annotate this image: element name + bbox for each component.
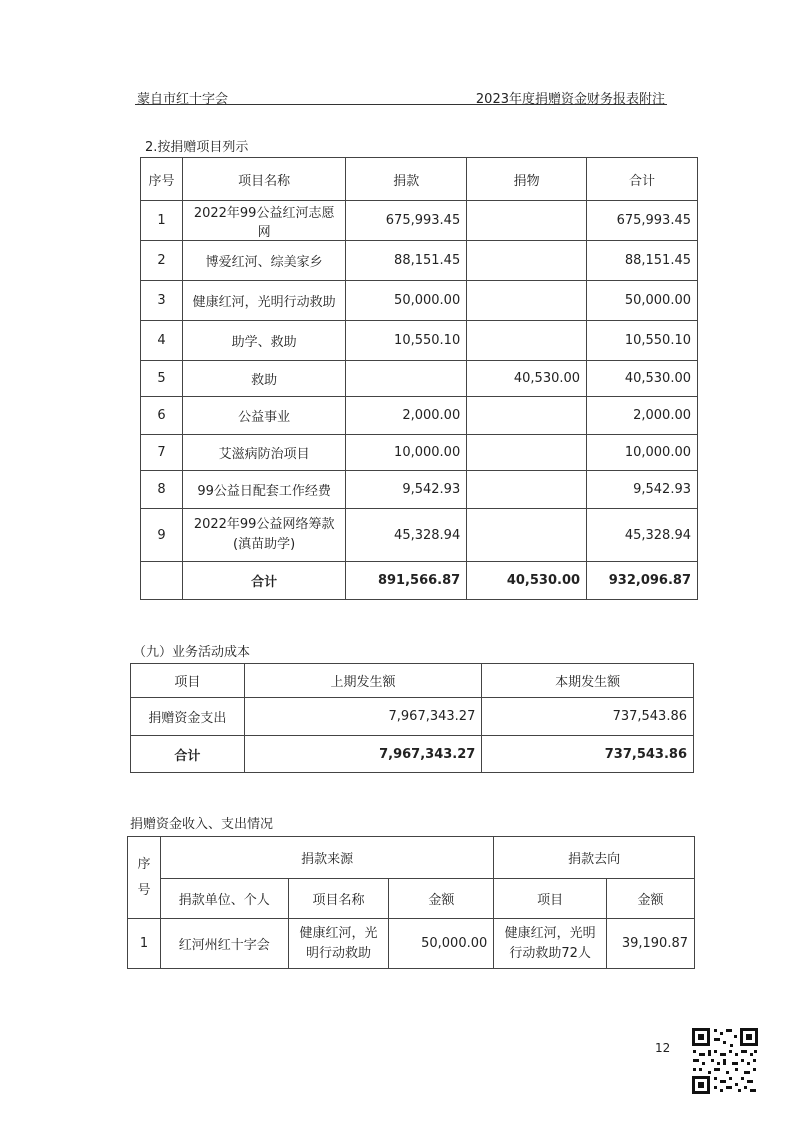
row-goods xyxy=(467,435,587,471)
total-cash: 891,566.87 xyxy=(346,562,467,600)
row-cash: 10,550.10 xyxy=(346,321,467,361)
donation-income-expense-table xyxy=(127,836,695,969)
col-header-name: 项目名称 xyxy=(182,158,345,201)
row-no: 5 xyxy=(141,361,183,397)
row-project: 健康红河，光明行动救助 xyxy=(288,919,389,969)
section3-title: 捐赠资金收入、支出情况 xyxy=(130,817,274,832)
row-item: 捐赠资金支出 xyxy=(131,698,245,736)
table-row xyxy=(141,471,698,509)
total-prev: 7,967,343.27 xyxy=(244,736,482,773)
header-org: 蒙自市红十字会 xyxy=(137,92,229,107)
col-header-source: 捐款来源 xyxy=(160,837,493,879)
qr-code-icon xyxy=(690,1026,760,1096)
row-cash: 2,000.00 xyxy=(346,397,467,435)
row-project-name: 2022年99公益网络筹款(滇苗助学) xyxy=(182,509,345,562)
business-cost-table xyxy=(130,663,694,773)
table-row xyxy=(141,241,698,281)
row-no: 3 xyxy=(141,281,183,321)
table-row xyxy=(128,919,695,969)
row-dest-amount: 39,190.87 xyxy=(606,919,694,969)
col-header-item: 项目 xyxy=(131,664,245,698)
row-no: 1 xyxy=(141,201,183,241)
table-header-row xyxy=(141,158,698,201)
col-header-project: 项目名称 xyxy=(288,879,389,919)
row-cash: 10,000.00 xyxy=(346,435,467,471)
row-goods xyxy=(467,321,587,361)
row-goods xyxy=(467,509,587,562)
row-donor: 红河州红十字会 xyxy=(160,919,288,969)
row-goods xyxy=(467,397,587,435)
row-project-name: 2022年99公益红河志愿网 xyxy=(182,201,345,241)
table-total-row xyxy=(131,736,694,773)
header-rule xyxy=(135,104,667,105)
row-no: 6 xyxy=(141,397,183,435)
row-goods xyxy=(467,471,587,509)
row-goods xyxy=(467,201,587,241)
row-cash: 88,151.45 xyxy=(346,241,467,281)
col-header-total: 合计 xyxy=(587,158,698,201)
row-no: 7 xyxy=(141,435,183,471)
total-goods: 40,530.00 xyxy=(467,562,587,600)
total-label: 合计 xyxy=(182,562,345,600)
total-label: 合计 xyxy=(131,736,245,773)
row-goods: 40,530.00 xyxy=(467,361,587,397)
row-curr: 737,543.86 xyxy=(482,698,694,736)
col-header-dest-project: 项目 xyxy=(494,879,607,919)
row-total: 9,542.93 xyxy=(587,471,698,509)
row-project-name: 救助 xyxy=(182,361,345,397)
col-header-prev: 上期发生额 xyxy=(244,664,482,698)
table-header-row xyxy=(128,837,695,879)
col-header-goods: 捐物 xyxy=(467,158,587,201)
col-header-amount: 金额 xyxy=(389,879,494,919)
col-header-cash: 捐款 xyxy=(346,158,467,201)
row-cash: 675,993.45 xyxy=(346,201,467,241)
table-row xyxy=(141,361,698,397)
row-total: 675,993.45 xyxy=(587,201,698,241)
row-total: 40,530.00 xyxy=(587,361,698,397)
row-project-name: 公益事业 xyxy=(182,397,345,435)
row-cash: 9,542.93 xyxy=(346,471,467,509)
row-cash xyxy=(346,361,467,397)
col-header-no: 序号 xyxy=(141,158,183,201)
section1-title: 2.按捐赠项目列示 xyxy=(145,140,249,155)
page-number: 12 xyxy=(655,1041,671,1055)
row-project-name: 艾滋病防治项目 xyxy=(182,435,345,471)
row-project-name: 健康红河，光明行动救助 xyxy=(182,281,345,321)
section2-title: （九）业务活动成本 xyxy=(133,645,251,660)
row-no-empty xyxy=(141,562,183,600)
table-total-row xyxy=(141,562,698,600)
table-row xyxy=(141,201,698,241)
table-row xyxy=(141,321,698,361)
col-header-donor: 捐款单位、个人 xyxy=(160,879,288,919)
col-header-dest-amount: 金额 xyxy=(606,879,694,919)
table-header-row xyxy=(131,664,694,698)
row-cash: 45,328.94 xyxy=(346,509,467,562)
row-total: 50,000.00 xyxy=(587,281,698,321)
row-dest-project: 健康红河，光明行动救助72人 xyxy=(494,919,607,969)
row-total: 45,328.94 xyxy=(587,509,698,562)
row-total: 2,000.00 xyxy=(587,397,698,435)
donation-by-project-table xyxy=(140,157,698,600)
row-goods xyxy=(467,241,587,281)
table-row xyxy=(141,435,698,471)
row-total: 10,550.10 xyxy=(587,321,698,361)
col-header-destination: 捐款去向 xyxy=(494,837,695,879)
total-curr: 737,543.86 xyxy=(482,736,694,773)
row-no: 2 xyxy=(141,241,183,281)
col-header-curr: 本期发生额 xyxy=(482,664,694,698)
col-header-no: 序号 xyxy=(128,837,161,919)
row-total: 10,000.00 xyxy=(587,435,698,471)
row-project-name: 99公益日配套工作经费 xyxy=(182,471,345,509)
row-no: 1 xyxy=(128,919,161,969)
table-row xyxy=(141,281,698,321)
header-report-title: 2023年度捐赠资金财务报表附注 xyxy=(475,92,665,107)
row-no: 4 xyxy=(141,321,183,361)
row-total: 88,151.45 xyxy=(587,241,698,281)
table-row xyxy=(141,509,698,562)
row-prev: 7,967,343.27 xyxy=(244,698,482,736)
row-no: 8 xyxy=(141,471,183,509)
row-no: 9 xyxy=(141,509,183,562)
table-row xyxy=(141,397,698,435)
row-amount: 50,000.00 xyxy=(389,919,494,969)
row-cash: 50,000.00 xyxy=(346,281,467,321)
table-row xyxy=(131,698,694,736)
total-sum: 932,096.87 xyxy=(587,562,698,600)
table-subheader-row xyxy=(128,879,695,919)
row-project-name: 博爱红河、综美家乡 xyxy=(182,241,345,281)
row-project-name: 助学、救助 xyxy=(182,321,345,361)
row-goods xyxy=(467,281,587,321)
